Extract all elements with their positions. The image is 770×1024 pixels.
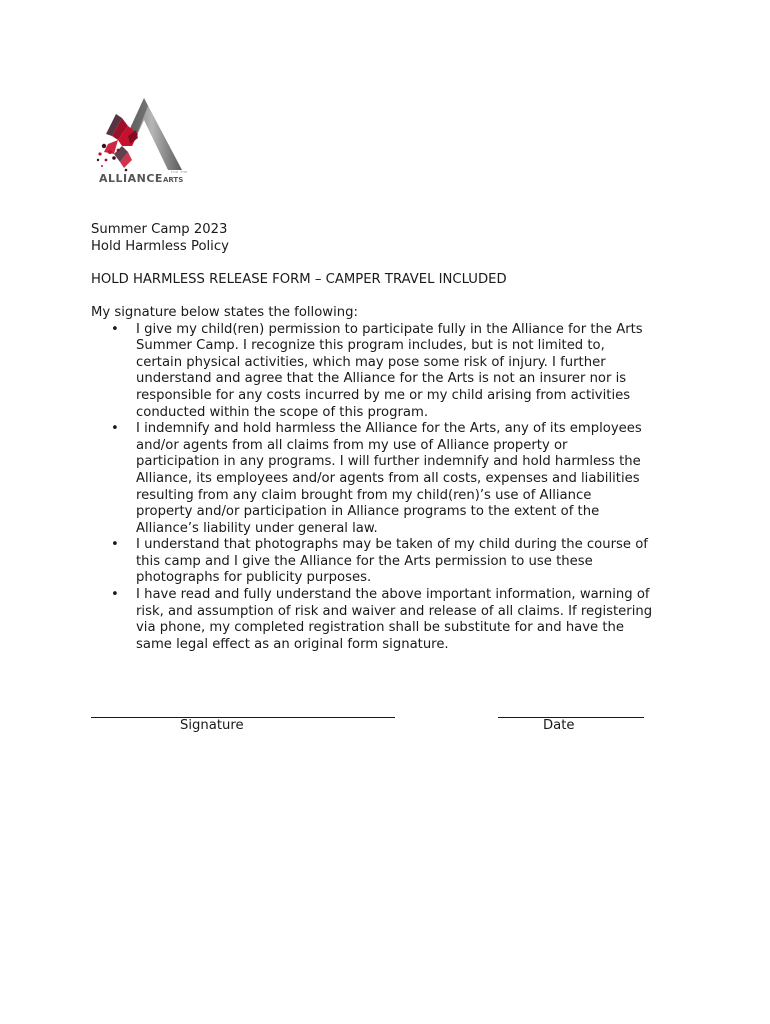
alliance-logo: [92, 96, 188, 188]
bullet-line: risk, and assumption of risk and waiver and release of all claims. If registering: [136, 603, 653, 619]
document-body: [91, 222, 691, 653]
signature-label: Signature: [180, 718, 244, 733]
bullet-line: photographs for publicity purposes.: [136, 570, 372, 586]
bullet-line: participation in any programs. I will further indemnify and hold harmless the: [136, 454, 641, 470]
bullet-line: same legal effect as an original form signature.: [136, 636, 449, 652]
bullet-line: this camp and I give the Alliance for the Arts permission to use these: [136, 553, 593, 569]
bullet-line: I indemnify and hold harmless the Alliance for the Arts, any of its employees: [136, 421, 642, 437]
list-item: [91, 322, 691, 422]
bullet-line: conducted within the scope of this program.: [136, 404, 429, 420]
logo-wordmark-text: ALLIANCE: [99, 172, 163, 185]
bullet-icon: •: [111, 421, 119, 437]
date-label: Date: [543, 718, 575, 733]
bullet-line: property and/or participation in Alliance programs to the extent of the: [136, 504, 600, 520]
form-title: HOLD HARMLESS RELEASE FORM – CAMPER TRAVEL INCLUDED: [91, 271, 507, 287]
date-line[interactable]: [498, 697, 644, 718]
bullet-line: Alliance, its employees and/or agents from all costs, expenses and liabilities: [136, 470, 640, 486]
bullet-line: I give my child(ren) permission to participate fully in the Alliance for the Arts: [136, 321, 643, 337]
bullet-icon: •: [111, 537, 119, 553]
bullet-line: resulting from any claim brought from my child(ren)’s use of Alliance: [136, 487, 592, 503]
bullet-icon: •: [111, 587, 119, 603]
header-line-policy: Hold Harmless Policy: [91, 238, 229, 254]
header-line-camp: Summer Camp 2023: [91, 222, 228, 237]
logo-small-text: FOR THE: [171, 170, 188, 174]
terms-list: [91, 322, 691, 654]
bullet-line: Summer Camp. I recognize this program includes, but is not limited to,: [136, 338, 605, 354]
bullet-line: I have read and fully understand the above important information, warning of: [136, 587, 650, 603]
list-item: [91, 537, 691, 587]
alliance-triangle-logo-icon: [92, 96, 188, 176]
bullet-line: I understand that photographs may be taken of my child during the course of: [136, 537, 648, 553]
list-item: [91, 587, 691, 653]
bullet-icon: •: [111, 321, 119, 337]
bullet-line: and/or agents from all claims from my use of Alliance property or: [136, 437, 568, 453]
logo-wordmark: [99, 170, 188, 185]
list-item: [91, 421, 691, 537]
bullet-line: understand and agree that the Alliance for the Arts is not an insurer nor is: [136, 371, 627, 387]
bullet-line: responsible for any costs incurred by me or my child arising from activities: [136, 387, 631, 403]
logo-wordmark-suffix: ARTS: [162, 176, 184, 184]
signature-line[interactable]: [91, 697, 395, 718]
bullet-line: via phone, my completed registration shall be substitute for and have the: [136, 620, 625, 636]
bullet-line: Alliance’s liability under general law.: [136, 520, 378, 536]
intro-text: My signature below states the following:: [91, 304, 358, 320]
bullet-line: certain physical activities, which may pose some risk of injury. I further: [136, 354, 606, 370]
